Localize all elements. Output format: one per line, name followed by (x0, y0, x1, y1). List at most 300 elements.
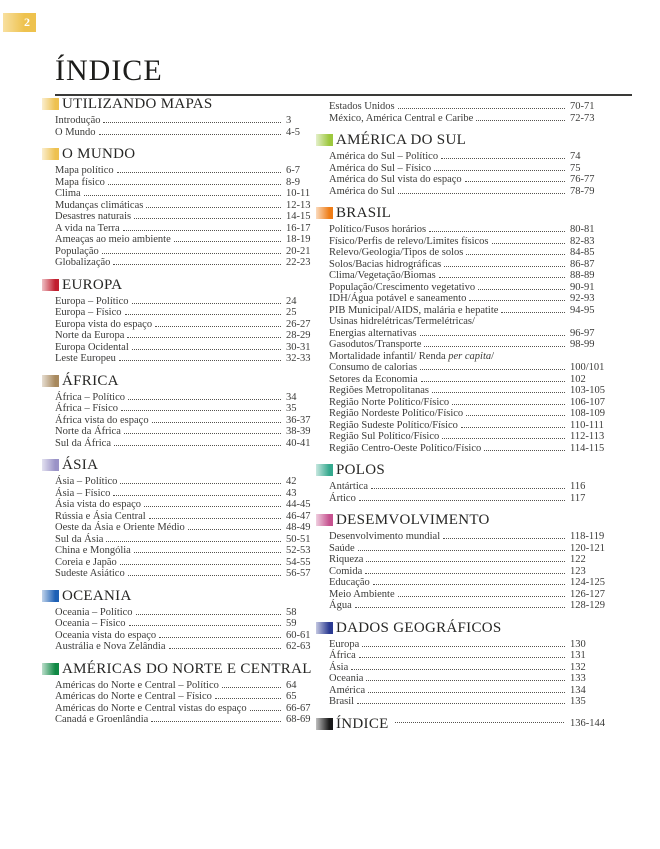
section-marker-swatch (316, 207, 333, 219)
toc-entry (316, 600, 612, 612)
entry-label: México, América Central e Caribe (329, 112, 474, 124)
leader-dots (359, 657, 565, 658)
entry-page: 24 (286, 295, 297, 307)
toc-entry (316, 174, 612, 186)
leader-dots (444, 266, 565, 267)
section-marker-swatch (316, 718, 333, 730)
leader-dots (134, 552, 281, 553)
entry-page: 92-93 (570, 293, 595, 304)
toc-section (316, 132, 612, 197)
entry-page: 88-89 (570, 270, 595, 281)
entry-page: 117 (570, 492, 586, 504)
entry-label: Clima/Vegetação/Biomas (329, 270, 436, 281)
entry-page: 110-111 (570, 419, 604, 431)
leader-dots (151, 721, 281, 722)
entry-label: Usinas hidrelétricas/Termelétricas/ (329, 316, 475, 327)
section-title: DESEMVOLVIMENTO (336, 512, 490, 528)
entry-label: O Mundo (55, 126, 96, 138)
leader-dots (84, 195, 281, 196)
leader-dots (466, 415, 565, 416)
toc-entry (42, 488, 316, 500)
entry-page: 6-7 (286, 165, 300, 176)
entry-label: Região Centro-Oeste Político/Físico (329, 442, 482, 454)
entry-label: Ásia – Político (55, 476, 118, 487)
leader-dots (461, 427, 565, 428)
leader-dots (466, 254, 565, 255)
section-header (316, 132, 612, 148)
entry-page: 108-109 (570, 408, 605, 419)
entry-label: Antártica (329, 481, 369, 492)
entry-label: Político/Fusos horários (329, 224, 427, 235)
toc-entry (42, 438, 316, 450)
entry-label: Comida (329, 565, 363, 577)
leader-dots (420, 369, 565, 370)
toc-entry (316, 362, 612, 374)
entry-label: Oceania vista do espaço (55, 629, 157, 641)
toc-entry (42, 115, 316, 127)
leader-dots (476, 120, 565, 121)
toc-entry (42, 234, 316, 246)
section-header (42, 277, 316, 293)
entry-label: Rússia e Ásia Central (55, 510, 146, 522)
entry-page: 26-27 (286, 318, 311, 330)
leader-dots (128, 399, 281, 400)
toc-entry (42, 703, 316, 715)
entry-label: Mortalidade infantil/ Renda per capita/ (329, 350, 495, 362)
entry-page: 42 (286, 476, 297, 487)
entry-label: Água (329, 600, 352, 611)
entry-page: 130 (570, 638, 586, 650)
leader-dots (484, 450, 565, 451)
entry-page: 132 (570, 661, 586, 673)
toc-entry (316, 589, 612, 601)
toc-entry (316, 247, 612, 259)
section-marker-swatch (316, 514, 333, 526)
section-marker-swatch (42, 663, 59, 675)
section-marker-swatch (42, 279, 59, 291)
section-header (42, 588, 316, 604)
entry-page: 18-19 (286, 234, 311, 245)
page-number: 2 (24, 15, 30, 29)
toc-entry (316, 339, 612, 351)
entry-label: Leste Europeu (55, 353, 116, 364)
entry-label: Mudanças climáticas (55, 199, 144, 211)
toc-entry (42, 342, 316, 354)
section-header (316, 716, 612, 732)
leader-dots (127, 337, 281, 338)
entry-label: Relevo/Geologia/Tipos de solos (329, 247, 464, 258)
entry-label: Mapa físico (55, 176, 105, 188)
leader-dots (222, 687, 281, 688)
section-marker-swatch (316, 134, 333, 146)
toc-entry (316, 186, 612, 198)
entry-page: 60-61 (286, 629, 311, 641)
toc-entry (42, 188, 316, 200)
entry-label: América do Sul – Físico (329, 162, 432, 174)
entry-page: 44-45 (286, 499, 311, 510)
toc-entry (42, 568, 316, 580)
entry-page: 122 (570, 554, 586, 565)
toc-entry (316, 662, 612, 674)
leader-dots (215, 698, 281, 699)
leader-dots (174, 241, 281, 242)
toc-entry (42, 353, 316, 365)
entry-label: Américas do Norte e Central vistas do espaço (55, 702, 247, 714)
leader-dots (371, 488, 565, 489)
toc-entry (316, 163, 612, 175)
toc-entry (316, 696, 612, 708)
entry-label: Energias alternativas (329, 327, 417, 339)
leader-dots (492, 243, 565, 244)
toc-entry (316, 639, 612, 651)
toc-entry (42, 257, 316, 269)
section-title: ÍNDICE (336, 715, 389, 732)
leader-dots (250, 710, 281, 711)
leader-dots (132, 303, 282, 304)
toc-section (42, 146, 316, 269)
toc-entry (316, 531, 612, 543)
entry-page: 20-21 (286, 245, 311, 257)
entry-page: 50-51 (286, 533, 311, 545)
entry-page: 134 (570, 684, 586, 696)
toc-section (42, 457, 316, 580)
entry-label: América (329, 684, 366, 696)
leader-dots (129, 625, 281, 626)
entry-page: 43 (286, 487, 297, 499)
toc-section (316, 716, 612, 732)
toc-entry (42, 165, 316, 177)
entry-label: África vista do espaço (55, 414, 149, 426)
entry-page: 8-9 (286, 176, 300, 188)
leader-dots (432, 392, 565, 393)
section-header (42, 661, 316, 677)
entry-page: 106-107 (570, 396, 605, 408)
entry-label: População/Crescimento vegetativo (329, 281, 476, 293)
leader-dots (155, 326, 281, 327)
toc-entry (42, 641, 316, 653)
section-items (316, 151, 612, 197)
entry-label: Oeste da Ásia e Oriente Médio (55, 522, 185, 533)
section-title: DADOS GEOGRÁFICOS (336, 619, 502, 636)
toc-entry (42, 714, 316, 726)
entry-page: 36-37 (286, 414, 311, 426)
toc-entry (42, 296, 316, 308)
leader-dots (421, 381, 565, 382)
section-marker-swatch (42, 375, 59, 387)
toc-entry (316, 650, 612, 662)
section-title: POLOS (336, 462, 386, 478)
leader-dots (478, 289, 565, 290)
toc-entry (42, 415, 316, 427)
toc-entry (316, 151, 612, 163)
toc-entry (42, 607, 316, 619)
entry-label: Austrália e Nova Zelândia (55, 641, 166, 652)
leader-dots (501, 312, 565, 313)
page-number-tab (3, 13, 36, 32)
entry-label: Ásia – Físico (55, 487, 111, 499)
leader-dots (441, 158, 565, 159)
section-items (42, 296, 316, 365)
leader-dots (108, 184, 281, 185)
section-items (42, 680, 316, 726)
entry-page: 84-85 (570, 247, 595, 258)
leader-dots (366, 561, 565, 562)
leader-dots (125, 314, 282, 315)
toc-section (316, 620, 612, 708)
entry-label: População (55, 245, 99, 257)
entry-page: 74 (570, 151, 581, 162)
entry-label: Clima (55, 188, 81, 199)
section-title: ÁFRICA (62, 372, 119, 389)
entry-label: Europa vista do espaço (55, 318, 153, 330)
entry-page: 131 (570, 650, 586, 661)
entry-page: 103-105 (570, 385, 605, 396)
entry-label: Região Norte Político/Físico (329, 396, 450, 408)
toc-entry (316, 385, 612, 397)
section-title: UTILIZANDO MAPAS (62, 96, 213, 112)
entry-label: PIB Municipal/AIDS, malária e hepatite (329, 304, 499, 316)
section-items (42, 115, 316, 138)
entry-page: 90-91 (570, 281, 595, 293)
toc-entry (316, 493, 612, 505)
toc-entry (316, 305, 612, 317)
entry-label: Ameaças ao meio ambiente (55, 234, 171, 245)
toc-entry (316, 481, 612, 493)
section-header (316, 512, 612, 528)
section-title: OCEANIA (62, 587, 132, 604)
entry-page: 80-81 (570, 224, 595, 235)
toc-entry (42, 392, 316, 404)
entry-label: Brasil (329, 696, 355, 707)
toc-entry (42, 307, 316, 319)
toc-entry (316, 543, 612, 555)
entry-label: Ásia vista do espaço (55, 499, 142, 510)
leader-dots (429, 231, 565, 232)
entry-label: Introdução (55, 115, 101, 126)
toc-entry (42, 691, 316, 703)
entry-page: 75 (570, 162, 581, 174)
entry-page: 22-23 (286, 257, 311, 268)
leader-dots (443, 538, 565, 539)
entry-label: Educação (329, 577, 370, 588)
toc-section (316, 512, 612, 612)
section-items (42, 607, 316, 653)
entry-label: América do Sul (329, 185, 395, 197)
entry-label: África – Político (55, 391, 125, 403)
leader-dots (169, 648, 282, 649)
section-title: ÁSIA (62, 457, 99, 473)
section-marker-swatch (316, 464, 333, 476)
leader-dots (434, 170, 565, 171)
entry-page: 58 (286, 606, 297, 618)
toc-section (42, 277, 316, 365)
section-header (316, 205, 612, 221)
entry-label: Américas do Norte e Central – Político (55, 679, 219, 691)
section-title: BRASIL (336, 205, 392, 221)
toc-entry (42, 330, 316, 342)
entry-label: Globalização (55, 257, 111, 268)
entry-page: 40-41 (286, 437, 311, 449)
leader-dots (113, 495, 281, 496)
leader-dots (121, 410, 281, 411)
leader-dots (120, 483, 281, 484)
leader-dots (373, 584, 565, 585)
toc-entry (42, 211, 316, 223)
leader-dots (366, 680, 565, 681)
leader-dots (395, 722, 564, 723)
section-page: 136-144 (570, 718, 605, 729)
leader-dots (469, 300, 565, 301)
entry-label: Sudeste Asiático (55, 568, 125, 579)
entry-label: Américas do Norte e Central – Físico (55, 691, 212, 702)
leader-dots (424, 346, 565, 347)
entry-label: Região Sul Político/Físico (329, 431, 440, 442)
section-marker-swatch (42, 590, 59, 602)
leader-dots (123, 230, 281, 231)
toc-entry (42, 534, 316, 546)
toc-entry (42, 499, 316, 511)
entry-page: 116 (570, 481, 586, 492)
leader-dots (152, 422, 281, 423)
entry-label: Ártico (329, 492, 356, 504)
toc-entry (42, 200, 316, 212)
leader-dots (99, 134, 281, 135)
entry-page: 4-5 (286, 126, 300, 138)
leader-dots (132, 349, 281, 350)
entry-page: 48-49 (286, 522, 311, 533)
entry-page: 123 (570, 565, 586, 577)
entry-label: Setores da Economia (329, 373, 418, 385)
entry-page: 135 (570, 696, 586, 707)
entry-label: Regiões Metropolitanas (329, 385, 430, 396)
entry-page: 82-83 (570, 235, 595, 247)
leader-dots (439, 277, 565, 278)
leader-dots (106, 541, 281, 542)
entry-label: Norte da Europa (55, 330, 125, 341)
entry-page: 34 (286, 391, 297, 403)
leader-dots (420, 335, 565, 336)
toc-entry (316, 316, 612, 328)
section-items (316, 101, 612, 124)
leader-dots (102, 253, 281, 254)
leader-dots (359, 500, 565, 501)
leader-dots (159, 637, 281, 638)
section-items (42, 392, 316, 450)
leader-dots (398, 193, 565, 194)
entry-page: 30-31 (286, 341, 311, 353)
entry-page: 126-127 (570, 588, 605, 600)
entry-label: IDH/Água potável e saneamento (329, 293, 467, 304)
entry-label: Norte da África (55, 426, 121, 437)
leader-dots (120, 564, 281, 565)
toc-entry (316, 397, 612, 409)
entry-label: Oceania – Político (55, 606, 133, 618)
section-title: AMÉRICAS DO NORTE E CENTRAL (62, 660, 312, 677)
toc-section (316, 101, 612, 124)
leader-dots (365, 573, 565, 574)
leader-dots (358, 550, 565, 551)
leader-dots (357, 703, 565, 704)
toc-section (42, 588, 316, 653)
section-title: O MUNDO (62, 146, 136, 162)
toc-entry (42, 403, 316, 415)
entry-label: Estados Unidos (329, 101, 395, 112)
leader-dots (351, 669, 565, 670)
section-marker-swatch (42, 148, 59, 160)
toc-entry (316, 577, 612, 589)
entry-label: Sul da Ásia (55, 533, 104, 545)
leader-dots (355, 607, 565, 608)
entry-label: Região Nordeste Político/Físico (329, 408, 464, 419)
entry-page: 54-55 (286, 556, 311, 568)
toc-entry (316, 685, 612, 697)
column-right (316, 101, 612, 739)
toc-entry (42, 557, 316, 569)
entry-label: Europa Ocidental (55, 341, 129, 353)
entry-page: 120-121 (570, 542, 605, 554)
entry-label: A vida na Terra (55, 222, 120, 234)
entry-page: 62-63 (286, 641, 311, 652)
toc-entry (316, 282, 612, 294)
entry-page: 10-11 (286, 188, 311, 199)
entry-page: 68-69 (286, 714, 311, 725)
entry-label: Ásia (329, 661, 349, 673)
entry-page: 64 (286, 679, 297, 691)
toc-section (42, 373, 316, 450)
toc-entry (316, 351, 612, 363)
section-items (42, 165, 316, 269)
entry-page: 100/101 (570, 362, 605, 373)
leader-dots (442, 438, 565, 439)
leader-dots (188, 529, 281, 530)
leader-dots (128, 575, 281, 576)
toc-entry (316, 374, 612, 386)
entry-page: 14-15 (286, 211, 311, 222)
entry-page: 3 (286, 115, 292, 126)
entry-label: Oceania – Físico (55, 618, 126, 629)
toc-section (42, 661, 316, 726)
page-title: ÍNDICE (55, 54, 163, 87)
toc-entry (42, 545, 316, 557)
leader-dots (103, 122, 281, 123)
toc-entry (316, 270, 612, 282)
section-items (42, 476, 316, 580)
entry-label: Desastres naturais (55, 211, 132, 222)
section-items (316, 639, 612, 708)
leader-dots (113, 264, 281, 265)
entry-page: 28-29 (286, 330, 311, 341)
entry-label: África (329, 650, 356, 661)
section-marker-swatch (42, 98, 59, 110)
entry-page: 35 (286, 403, 297, 414)
section-header (42, 457, 316, 473)
section-title: EUROPA (62, 276, 123, 293)
entry-page: 118-119 (570, 531, 605, 542)
leader-dots (362, 646, 565, 647)
toc-entry (42, 127, 316, 139)
leader-dots (117, 172, 281, 173)
toc-entry (316, 431, 612, 443)
entry-page: 124-125 (570, 577, 605, 588)
leader-dots (124, 433, 281, 434)
toc-entry (42, 511, 316, 523)
entry-page: 112-113 (570, 431, 605, 442)
leader-dots (119, 360, 281, 361)
toc-entry (42, 630, 316, 642)
entry-label: Físico/Perfis de relevo/Limites físicos (329, 235, 489, 247)
section-header (316, 620, 612, 636)
entry-label: Meio Ambiente (329, 588, 395, 600)
